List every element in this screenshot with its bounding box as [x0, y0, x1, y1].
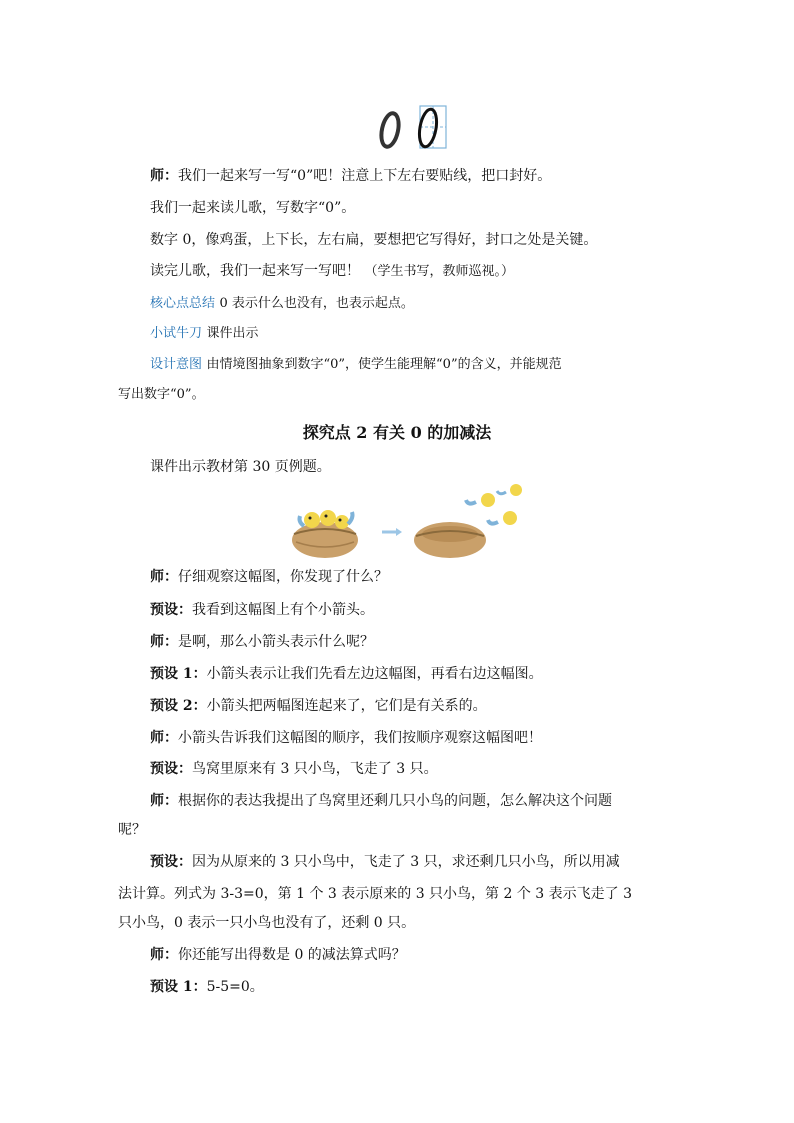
- dialogue-line-2: 预设：我看到这幅图上有个小箭头。: [150, 602, 374, 618]
- answer-line-2: 法计算。列式为 3-3=0，第 1 个 3 表示原来的 3 只小鸟，第 2 个 3 表示飞走了 3: [118, 886, 633, 902]
- answer-line-3: 只小鸟，0 表示一只小鸟也没有了，还剩 0 只。: [118, 915, 416, 931]
- question-line-1: 师：根据你的表达我提出了鸟窝里还剩几只小鸟的问题，怎么解决这个问题: [150, 793, 612, 809]
- flying-birds: [466, 484, 522, 525]
- bird-nest-illustration: [290, 480, 535, 564]
- section-intro: 课件出示教材第 30 页例题。: [150, 459, 331, 475]
- design-line-1: 设计意图 由情境图抽象到数字“0”，使学生能理解“0”的含义，并能规范: [150, 357, 562, 372]
- design-label: 设计意图: [150, 357, 203, 372]
- intro-line-4: 读完儿歌，我们一起来写一写吧！ （学生书写，教师巡视。）: [150, 263, 514, 279]
- design-line-2: 写出数字“0”。: [118, 387, 205, 402]
- answer-line-1: 预设：因为从原来的 3 只小鸟中，飞走了 3 只，求还剩几只小鸟，所以用减: [150, 854, 620, 870]
- arrow-icon: [382, 528, 402, 536]
- dialogue-line-4: 预设 1：小箭头表示让我们先看左边这幅图，再看右边这幅图。: [150, 666, 543, 682]
- dialogue-line-6: 师：小箭头告诉我们这幅图的顺序，我们按顺序观察这幅图吧！: [150, 730, 542, 746]
- practice-label: 小试牛刀: [150, 326, 203, 341]
- empty-nest-picture: [414, 522, 486, 558]
- intro-line-1: 师：我们一起来写一写“0”吧！注意上下左右要贴线，把口封好。: [150, 168, 552, 184]
- dialogue-line-7: 预设：鸟窝里原来有 3 只小鸟，飞走了 3 只。: [150, 761, 438, 777]
- zero-writing-demo: [376, 104, 452, 152]
- intro-line-3: 数字 0，像鸡蛋，上下长，左右扁，要想把它写得好，封口之处是关键。: [150, 232, 598, 248]
- full-nest-picture: [292, 510, 358, 558]
- intro-line-2: 我们一起来读儿歌，写数字“0”。: [150, 200, 356, 216]
- summary-label: 核心点总结: [150, 296, 216, 311]
- question-line-2: 呢？: [118, 822, 146, 838]
- follow-up-line: 师：你还能写出得数是 0 的减法算式吗？: [150, 947, 406, 963]
- practice-line: 小试牛刀 课件出示: [150, 326, 259, 341]
- section-title: 探究点 2 有关 0 的加减法: [302, 423, 492, 442]
- summary-line: 核心点总结 0 表示什么也没有，也表示起点。: [150, 296, 414, 311]
- last-line: 预设 1：5-5=0。: [150, 979, 264, 995]
- dialogue-line-3: 师：是啊，那么小箭头表示什么呢？: [150, 634, 374, 650]
- dialogue-line-5: 预设 2：小箭头把两幅图连起来了，它们是有关系的。: [150, 698, 487, 714]
- dialogue-line-1: 师：仔细观察这幅图，你发现了什么？: [150, 569, 388, 585]
